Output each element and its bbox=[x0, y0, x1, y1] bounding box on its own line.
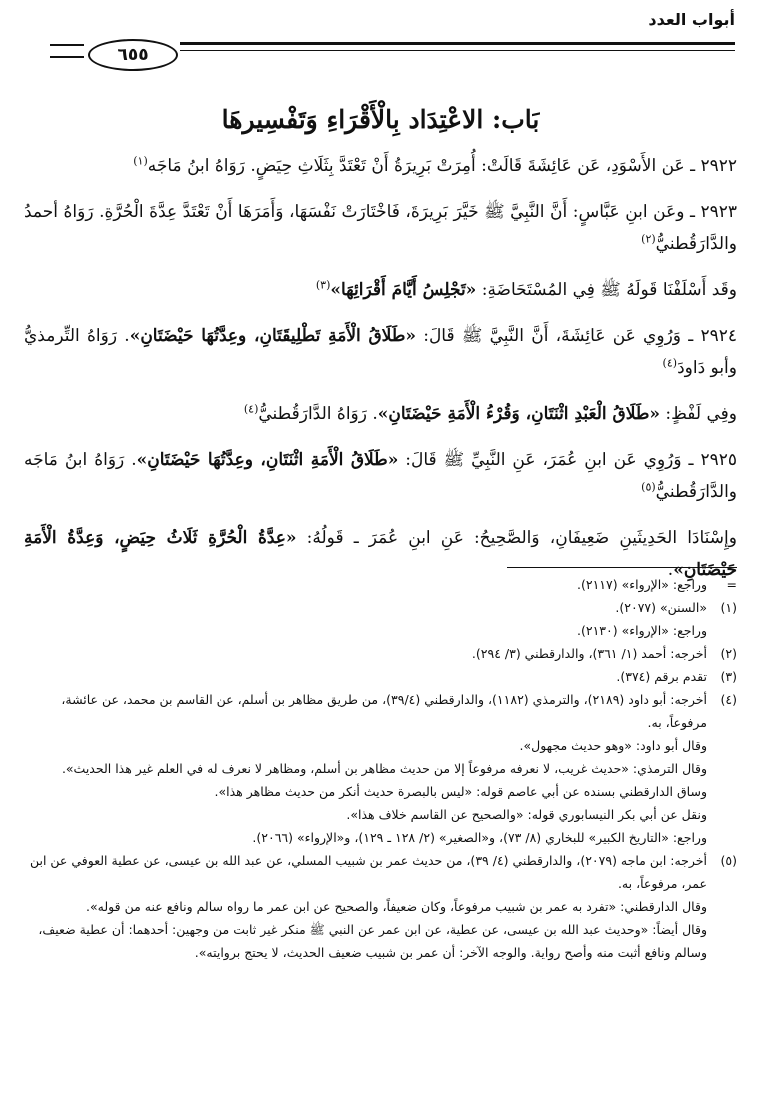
footnote-2 bbox=[24, 642, 737, 665]
hadith-text: ٢٩٢٤ ـ وَرُوِي عَن عَائِشَةَ، أَنَّ النَّبِيَّ ﷺ قَالَ: bbox=[415, 326, 737, 346]
quoted-hadith: «طَلَاقُ الْعَبْدِ اثْنَتَانِ، وَقُرْءُ الْأَمَةِ حَيْضَتَانِ» bbox=[377, 404, 661, 424]
hadith-2924 bbox=[24, 320, 737, 384]
footnote-1 bbox=[24, 596, 737, 642]
footnote-line: وساق الدارقطني بسنده عن أبي عاصم قوله: «ليس بالبصرة حديث أنكر من حديث مظاهر هذا». bbox=[214, 784, 707, 799]
footnote-line: وقال أبو داود: «وهو حديث مجهول». bbox=[519, 738, 707, 753]
paragraph-text: وقَد أَسْلَفْنَا قَولَهُ ﷺ فِي المُسْتَحَاضَةِ: bbox=[476, 280, 737, 300]
footnote-ref: (٤) bbox=[662, 356, 678, 370]
footnote-number: (٢) bbox=[720, 646, 737, 661]
page-number: ٦٥٥ bbox=[88, 39, 178, 71]
quoted-hadith: «طَلَاقُ الْأَمَةِ اثْنَتَانِ، وعِدَّتُهَا حَيْضَتَانِ» bbox=[136, 450, 399, 470]
paragraph-lafz bbox=[24, 398, 737, 430]
hadith-text: ٢٩٢٢ ـ عَن الأَسْوَدِ، عَن عَائِشَةَ قَالَتْ: أُمِرَتْ بَرِيرَةُ أَنْ تَعْتَدَّ بِثَلَاثِ حِيَضٍ. رَوَاهُ ابنُ مَاجَه bbox=[147, 156, 737, 176]
page-header bbox=[50, 8, 735, 68]
footnote-line: أخرجه: أحمد (١/ ٣٦١)، والدارقطني (٣/ ٢٩٤). bbox=[471, 646, 707, 661]
header-rule-left bbox=[50, 44, 84, 58]
header-rule bbox=[180, 42, 735, 45]
hadith-2925 bbox=[24, 444, 737, 508]
hadith-2923 bbox=[24, 196, 737, 260]
quoted-hadith: «تَجْلِسُ أَيَّامَ أَقْرَائِهَا» bbox=[330, 280, 477, 300]
footnote-divider bbox=[507, 567, 737, 568]
footnote-ref: (٢) bbox=[641, 232, 656, 246]
footnote-line: وراجع: «الإرواء» (٢١١٧). bbox=[577, 577, 707, 592]
footnote-number: = bbox=[726, 577, 737, 592]
footnote-3 bbox=[24, 665, 737, 688]
hadith-text: . رَوَاهُ ابنُ مَاجَه والدَّارَقُطنيُّ bbox=[24, 450, 737, 502]
footnote-line: وراجع: «التاريخ الكبير» للبخاري (٨/ ٧٣)، و«الصغير» (٢/ ١٢٨ ـ ١٢٩)، و«الإرواء» (٢٠٦٦). bbox=[252, 830, 707, 845]
hadith-text: ٢٩٢٣ ـ وعَن ابنِ عَبَّاسٍ: أَنَّ النَّبِيَّ ﷺ خَيَّرَ بَرِيرَةَ، فَاخْتَارَتْ نَفْسَهَا، وَأَمَرَهَا أَنْ تَعْتَدَّ عِدَّةَ الْحُرَّةِ. رَوَاهُ أحمدُ والدَّارَقُطنيُّ bbox=[24, 202, 737, 254]
footnote-5 bbox=[24, 849, 737, 964]
hadith-2922 bbox=[24, 150, 737, 182]
footnote-line: ونقل عن أبي بكر النيسابوري قوله: «والصحيح عن القاسم خلاف هذا». bbox=[346, 807, 707, 822]
footnote-ref: (٤) bbox=[243, 402, 259, 416]
paragraph-text: . bbox=[667, 560, 674, 580]
footnote-line: وقال أيضاً: «وحديث عبد الله بن عيسى، عن عطية، عن ابن عمر عن النبي ﷺ منكر غير ثابت من وجهين: أحدهما: أن عطية ضعيف، وسالم ونافع أثبت منه وأصح رواية. والوجه الآخر: أن عمر بن شبيب ضعيف الحديث، لا يحتج بروايته». bbox=[38, 922, 707, 960]
paragraph-qawluhu bbox=[24, 274, 737, 306]
footnote-line: وقال الدارقطني: «تفرد به عمر بن شبيب مرفوعاً، وكان ضعيفاً، والصحيح عن ابن عمر ما رواه سالم ونافع عنه من قوله». bbox=[86, 899, 707, 914]
quoted-hadith: «عِدَّةُ الْحُرَّةِ ثَلَاثُ حِيَضٍ، وَعِدَّةُ الْأَمَةِ حَيْضَتَانِ» bbox=[24, 528, 737, 580]
paragraph-text: . رَوَاهُ الدَّارَقُطنيُّ bbox=[258, 404, 378, 424]
footnote-ref: (٥) bbox=[641, 480, 656, 494]
footnote-number: (١) bbox=[720, 600, 737, 615]
footnote-ref: (١) bbox=[133, 154, 148, 168]
footnotes bbox=[24, 573, 737, 964]
running-title: أبواب العدد bbox=[648, 10, 735, 29]
chapter-title: بَاب: الاعْتِدَاد بِالْأَقْرَاءِ وَتَفْسِيرهَا bbox=[221, 105, 540, 134]
quoted-hadith: «طَلَاقُ الْأَمَةِ تَطْلِيقَتَانِ، وعِدَّتُهَا حَيْضَتَانِ» bbox=[129, 326, 416, 346]
hadith-text: ٢٩٢٥ ـ وَرُوِي عَن ابنِ عُمَرَ، عَنِ النَّبِيِّ ﷺ قَالَ: bbox=[398, 450, 738, 470]
footnote-line: أخرجه: ابن ماجه (٢٠٧٩)، والدارقطني (٤/ ٣٩)، من حديث عمر بن شبيب المسلي، عن عبد الله بن عيسى، عن عطية العوفي عن ابن عمر، مرفوعاً، به. bbox=[29, 853, 707, 891]
footnote-line: وقال الترمذي: «حديث غريب، لا نعرفه مرفوعاً إلا من حديث مظاهر بن أسلم، ومظاهر لا نعرف له في العلم غير هذا الحديث». bbox=[61, 761, 707, 776]
main-text bbox=[24, 150, 737, 600]
paragraph-text: وإِسْنَادَا الحَدِيثَينِ ضَعِيفَانِ، وَالصَّحِيحُ: عَنِ ابنِ عُمَرَ ـ قَولُهُ: bbox=[296, 528, 737, 548]
footnote-4 bbox=[24, 688, 737, 849]
hadith-text: . رَوَاهُ التِّرمذيُّ وأبو دَاودَ bbox=[24, 326, 737, 378]
footnote-line: تقدم برقم (٣٧٤). bbox=[616, 669, 707, 684]
footnote-line: أخرجه: أبو داود (٢١٨٩)، والترمذي (١١٨٢)، والدارقطني (٣٩/٤)، من طريق مظاهر بن أسلم، عن القاسم بن محمد، عن عائشة، مرفوعاً، به. bbox=[61, 692, 707, 730]
footnote-number: (٥) bbox=[720, 853, 737, 868]
header-rule-thin bbox=[180, 50, 735, 51]
footnote-number: (٤) bbox=[720, 692, 737, 707]
footnote-number: (٣) bbox=[720, 669, 737, 684]
footnote-line: «السنن» (٢٠٧٧). bbox=[615, 600, 707, 615]
footnote-ref: (٣) bbox=[315, 278, 331, 292]
footnote-line: وراجع: «الإرواء» (٢١٣٠). bbox=[577, 623, 707, 638]
footnote-continued bbox=[24, 573, 737, 596]
paragraph-text: وفِي لَفْظٍ: bbox=[660, 404, 737, 424]
